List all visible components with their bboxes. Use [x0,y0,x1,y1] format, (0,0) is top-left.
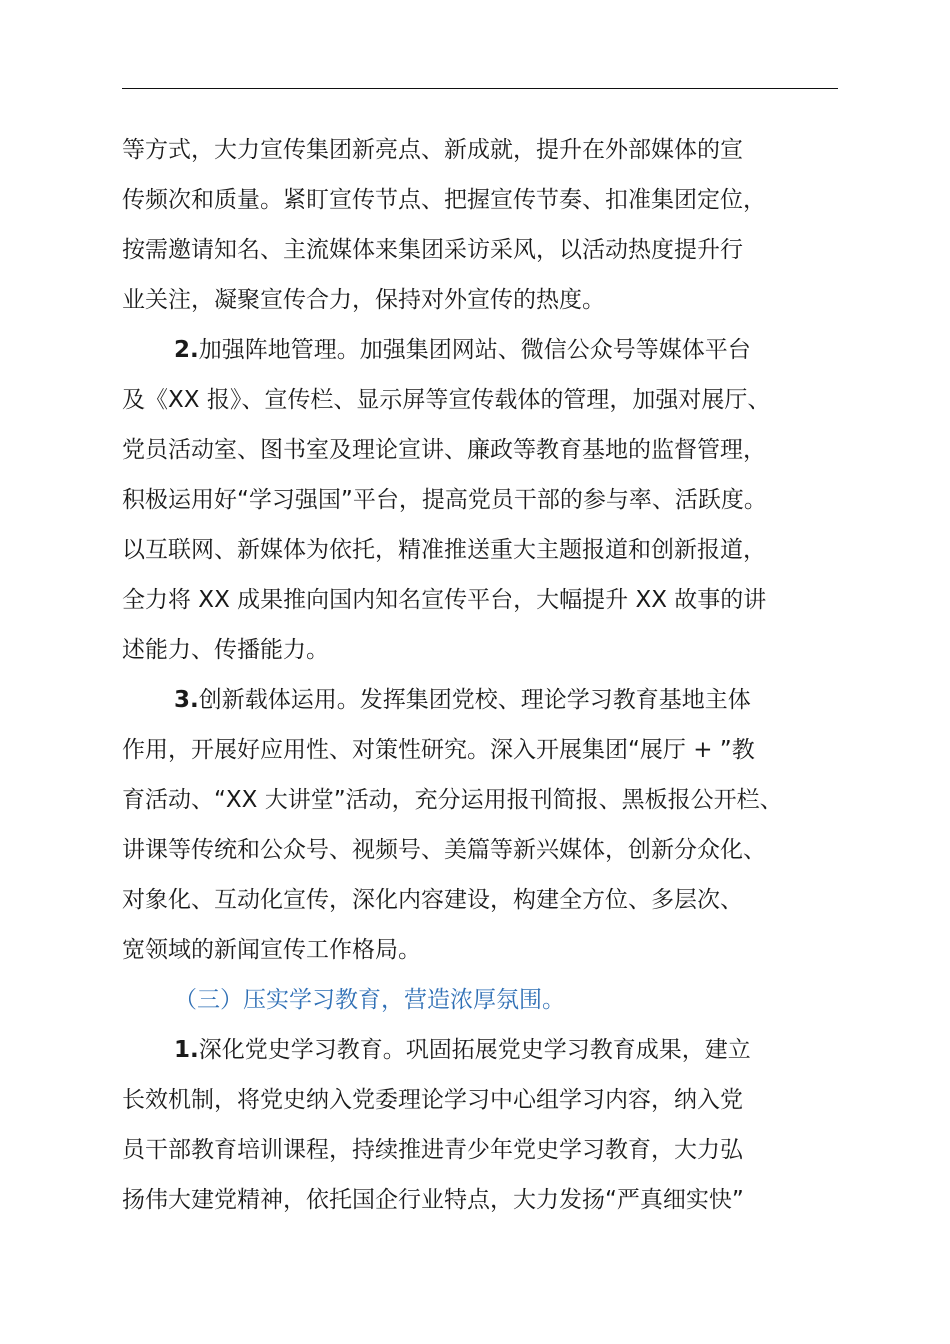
paragraph-line: 对象化、互动化宣传，深化内容建设，构建全方位、多层次、 [122,887,743,913]
paragraph-line: 积极运用好“学习强国”平台，提高党员干部的参与率、活跃度。 [122,487,767,513]
paragraph-line: 扬伟大建党精神，依托国企行业特点，大力发扬“严真细实快” [122,1187,744,1213]
paragraph-4 [122,1025,862,1225]
paragraph-line: 按需邀请知名、主流媒体来集团采访采风，以活动热度提升行 [122,237,743,263]
paragraph-line: 以互联网、新媒体为依托，精准推送重大主题报道和创新报道， [122,537,766,563]
paragraph-line: 述能力、传播能力。 [122,637,329,663]
paragraph-line: 宽领域的新闻宣传工作格局。 [122,937,421,963]
item-number: 2. [174,337,199,363]
item-number: 3. [174,687,199,713]
item-title-text: 创新载体运用。发挥集团党校、理论学习教育基地主体 [198,687,751,713]
paragraph-line: 全力将 XX 成果推向国内知名宣传平台，大幅提升 XX 故事的讲 [122,587,767,613]
paragraph-2 [122,325,862,675]
paragraph-first-line [122,325,862,375]
section-heading: （三）压实学习教育，营造浓厚氛围。 [174,987,565,1013]
paragraph-line: 育活动、“XX 大讲堂”活动，充分运用报刊简报、黑板报公开栏、 [122,787,783,813]
paragraph-line: 党员活动室、图书室及理论宣讲、廉政等教育基地的监督管理， [122,437,766,463]
paragraph-line: 讲课等传统和公众号、视频号、美篇等新兴媒体，创新分众化、 [122,837,766,863]
header-rule [122,88,838,89]
paragraph-1 [122,125,862,325]
paragraph-line: 作用，开展好应用性、对策性研究。深入开展集团“展厅 + ”教 [122,737,755,763]
paragraph-line: 员干部教育培训课程，持续推进青少年党史学习教育，大力弘 [122,1137,743,1163]
paragraph-line: 传频次和质量。紧盯宣传节点、把握宣传节奏、扣准集团定位， [122,187,766,213]
paragraph-first-line [122,1025,862,1075]
paragraph-first-line [122,675,862,725]
paragraph-3 [122,675,862,975]
paragraph-line: 业关注，凝聚宣传合力，保持对外宣传的热度。 [122,287,605,313]
paragraph-line: 等方式，大力宣传集团新亮点、新成就，提升在外部媒体的宣 [122,137,743,163]
item-title-text: 深化党史学习教育。巩固拓展党史学习教育成果，建立 [198,1037,751,1063]
item-title-text: 加强阵地管理。加强集团网站、微信公众号等媒体平台 [198,337,751,363]
paragraph-line: 及《XX 报》、宣传栏、显示屏等宣传载体的管理，加强对展厅、 [122,387,771,413]
document-body [122,125,862,1225]
item-number: 1. [174,1037,199,1063]
paragraph-line: 长效机制，将党史纳入党委理论学习中心组学习内容，纳入党 [122,1087,743,1113]
